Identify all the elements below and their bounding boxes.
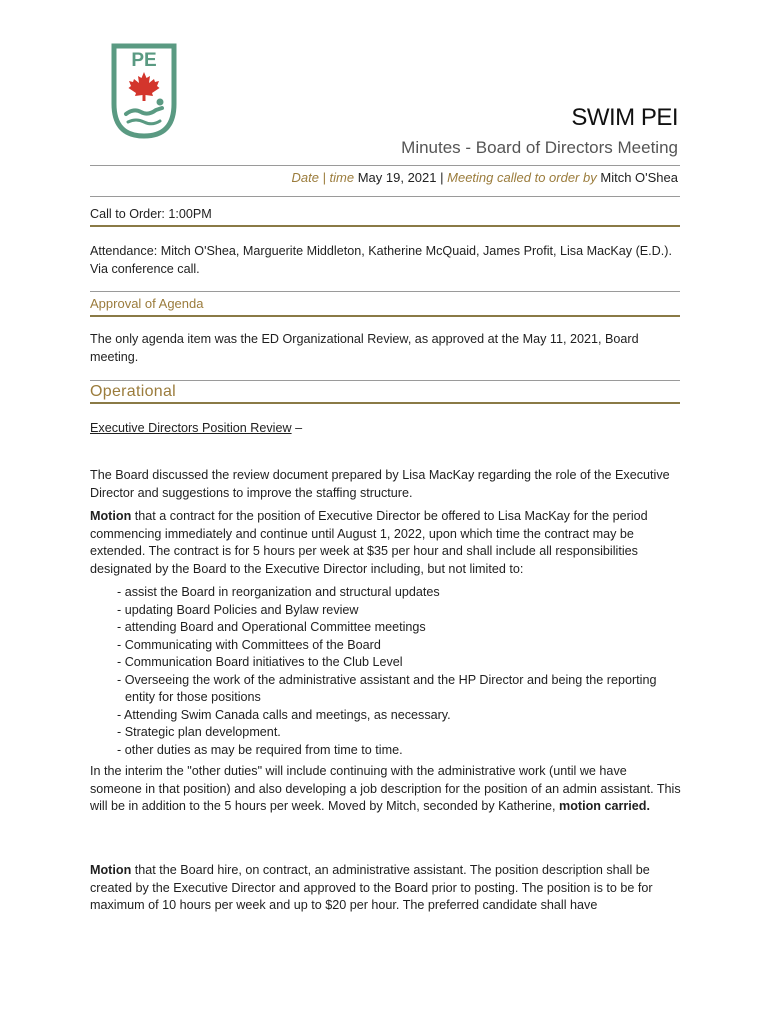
motion-carried: motion carried. bbox=[559, 799, 651, 813]
operational-heading: Operational bbox=[90, 383, 177, 400]
duties-list bbox=[117, 584, 677, 759]
approval-top-rule bbox=[90, 291, 680, 292]
list-item: - Communication Board initiatives to the Club Level bbox=[117, 655, 403, 669]
meeting-date-line bbox=[291, 170, 678, 185]
list-item: - Strategic plan development. bbox=[117, 725, 281, 739]
document-title: Minutes - Board of Directors Meeting bbox=[401, 138, 678, 157]
called-to-order-label: Meeting called to order by bbox=[447, 170, 597, 185]
called-to-order-value: Mitch O'Shea bbox=[600, 170, 678, 185]
operational-top-rule bbox=[90, 380, 680, 381]
position-review-title: Executive Directors Position Review bbox=[90, 421, 292, 435]
list-item: - Overseeing the work of the administrative assistant and the HP Director and being the reporting entity for those positions bbox=[117, 672, 657, 704]
position-review-dash: – bbox=[291, 421, 303, 435]
list-item: - attending Board and Operational Committee meetings bbox=[117, 620, 426, 634]
header-divider bbox=[90, 165, 680, 166]
approval-text: The only agenda item was the ED Organizational Review, as approved at the May 11, 2021, Board meeting. bbox=[90, 332, 639, 364]
list-item: - other duties as may be required from time to time. bbox=[117, 742, 403, 757]
list-item: - assist the Board in reorganization and structural updates bbox=[117, 585, 440, 599]
interim-paragraph bbox=[90, 763, 682, 816]
approval-heading: Approval of Agenda bbox=[90, 296, 204, 311]
position-review-heading bbox=[90, 420, 682, 438]
motion-text: that a contract for the position of Executive Director be offered to Lisa MacKay for the period commencing immediately and continue until August 1, 2022, upon which time the contract may be extended. The contract is for 5 hours per week at $35 per hour and shall include all responsibilities designated by the Board to the Executive Director including, but not limited to: bbox=[90, 509, 648, 576]
date-divider bbox=[90, 196, 680, 197]
call-to-order: Call to Order: 1:00PM bbox=[90, 207, 212, 221]
motion-text: that the Board hire, on contract, an administrative assistant. The position description shall be created by the Executive Director and approved to the Board prior to posting. The position is to be for maximum of 10 hours per week and up to $20 per hour. The preferred candidate shall have bbox=[90, 863, 653, 912]
date-separator: | bbox=[440, 170, 444, 185]
date-value: May 19, 2021 bbox=[357, 170, 437, 185]
swimmer-icon bbox=[126, 108, 162, 114]
list-item: - updating Board Policies and Bylaw review bbox=[117, 602, 359, 617]
operational-rule bbox=[90, 402, 680, 404]
discussion-paragraph: The Board discussed the review document prepared by Lisa MacKay regarding the role of the Executive Director and suggestions to improve the staffing structure. bbox=[90, 468, 670, 500]
logo-text: PE bbox=[131, 50, 157, 71]
interim-text: In the interim the "other duties" will include continuing with the administrative work (until we have someone in that position) and also developing a job description for the position of an admin assistant. This will be in addition to the 5 hours per week. Moved by Mitch, seconded by Katherine, bbox=[90, 764, 681, 813]
maple-leaf-icon bbox=[129, 72, 160, 101]
attendance: Attendance: Mitch O'Shea, Marguerite Middleton, Katherine McQuaid, James Profit, Lisa MacKay (E.D.). Via conference call. bbox=[90, 244, 672, 276]
motion-label: Motion bbox=[90, 863, 132, 877]
swim-pei-logo bbox=[110, 42, 178, 140]
motion-label: Motion bbox=[90, 509, 132, 523]
list-item: - Communicating with Committees of the Board bbox=[117, 637, 381, 652]
date-label: Date | time bbox=[291, 170, 355, 185]
motion-ed-contract bbox=[90, 508, 682, 578]
approval-rule bbox=[90, 315, 680, 317]
list-item: - Attending Swim Canada calls and meetings, as necessary. bbox=[117, 707, 451, 722]
call-to-order-rule bbox=[90, 225, 680, 227]
org-name: SWIM PEI bbox=[571, 104, 678, 131]
motion-admin-assistant bbox=[90, 862, 682, 915]
